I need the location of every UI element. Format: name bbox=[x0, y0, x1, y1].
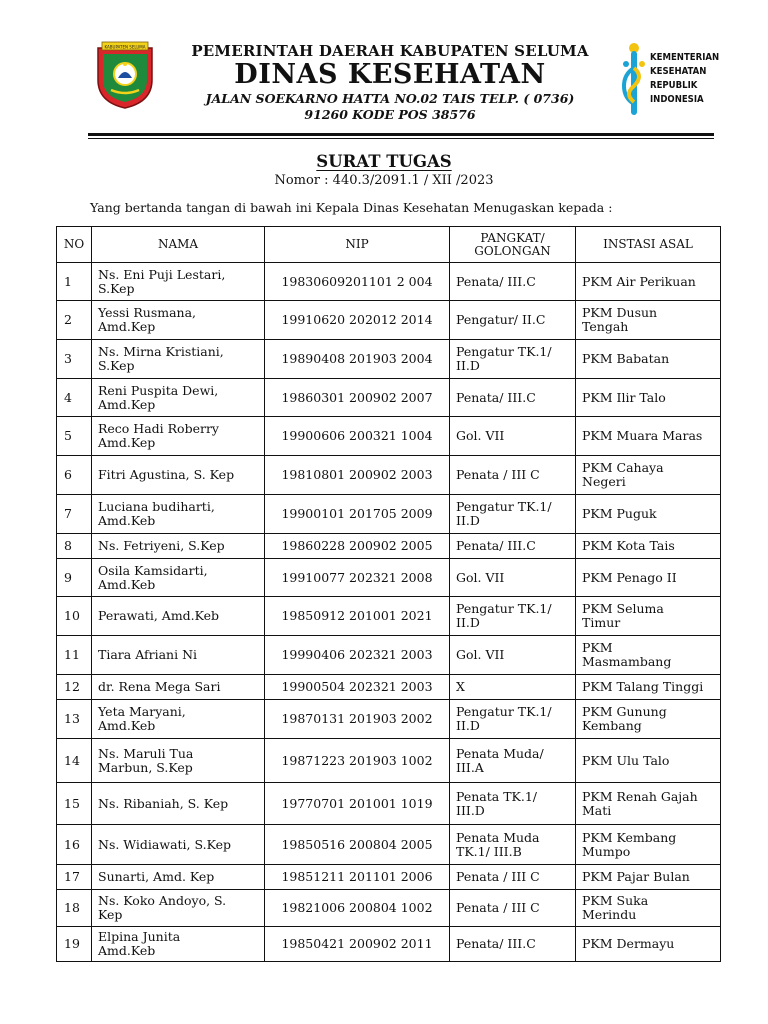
cell-rank bbox=[450, 825, 576, 865]
cell-rank-line: II.D bbox=[456, 358, 480, 373]
cell-no: 19 bbox=[57, 927, 92, 962]
cell-name-line: S.Kep bbox=[98, 358, 135, 373]
cell-name-line: Tiara Afriani Ni bbox=[98, 647, 198, 662]
cell-name bbox=[92, 700, 265, 739]
cell-no: 7 bbox=[57, 495, 92, 534]
cell-origin-line: PKM Gunung bbox=[582, 704, 667, 719]
cell-no: 14 bbox=[57, 739, 92, 783]
cell-name bbox=[92, 495, 265, 534]
table-row bbox=[57, 340, 721, 379]
cell-rank-line: III.D bbox=[456, 802, 485, 818]
table-row bbox=[57, 456, 721, 495]
cell-origin-line: PKM Talang Tinggi bbox=[582, 679, 704, 694]
cell-name-line: Ns. Mirna Kristiani, bbox=[98, 344, 224, 359]
cell-rank-line: Pengatur TK.1/ bbox=[456, 601, 552, 616]
table-row bbox=[57, 301, 721, 340]
cell-name bbox=[92, 379, 265, 417]
cell-rank bbox=[450, 456, 576, 495]
cell-name-line: Elpina Junita bbox=[98, 929, 181, 944]
cell-origin-line: PKM Pajar Bulan bbox=[582, 869, 690, 884]
cell-rank bbox=[450, 890, 576, 927]
address-line-2: 91260 KODE POS 38576 bbox=[304, 107, 476, 122]
cell-name bbox=[92, 675, 265, 700]
cell-rank-line: Pengatur TK.1/ bbox=[456, 344, 552, 359]
cell-origin-line: PKM Puguk bbox=[582, 506, 657, 521]
cell-no: 2 bbox=[57, 301, 92, 340]
cell-no: 18 bbox=[57, 890, 92, 927]
cell-rank-line: II.D bbox=[456, 513, 480, 528]
cell-name bbox=[92, 825, 265, 865]
cell-rank-line: Penata TK.1/ bbox=[456, 788, 538, 804]
cell-name-line: S.Kep bbox=[98, 280, 135, 296]
cell-origin bbox=[576, 263, 721, 301]
address-line-1: JALAN SOEKARNO HATTA NO.02 TAIS TELP. ( 0736) bbox=[205, 91, 575, 106]
cell-origin-line: PKM Seluma bbox=[582, 601, 664, 616]
cell-rank bbox=[450, 700, 576, 739]
cell-rank-line: Penata/ III.C bbox=[456, 389, 536, 405]
cell-origin-line: PKM Ilir Talo bbox=[582, 389, 666, 405]
cell-no: 4 bbox=[57, 379, 92, 417]
cell-origin bbox=[576, 825, 721, 865]
cell-name-line: Amd.Keb bbox=[98, 943, 156, 958]
header-no: NO bbox=[57, 227, 92, 263]
letterhead bbox=[0, 0, 768, 140]
cell-no: 5 bbox=[57, 417, 92, 456]
cell-rank bbox=[450, 379, 576, 417]
ministry-text-line-3: REPUBLIK bbox=[650, 80, 698, 91]
cell-rank bbox=[450, 417, 576, 456]
cell-origin-line: Masmambang bbox=[582, 654, 672, 669]
table-header-row bbox=[57, 227, 721, 263]
cell-rank-line: Gol. VII bbox=[456, 428, 505, 443]
cell-nip: 19821006 200804 1002 bbox=[265, 890, 450, 927]
cell-rank-line: Penata / III C bbox=[456, 467, 540, 482]
cell-rank bbox=[450, 636, 576, 675]
cell-nip: 19850516 200804 2005 bbox=[265, 825, 450, 865]
ministry-text-line-2: KESEHATAN bbox=[650, 66, 707, 77]
cell-rank bbox=[450, 865, 576, 890]
cell-name-line: Ns. Eni Puji Lestari, bbox=[98, 266, 226, 282]
cell-name bbox=[92, 263, 265, 301]
cell-nip: 19900606 200321 1004 bbox=[265, 417, 450, 456]
ministry-text-line-1: KEMENTERIAN bbox=[650, 52, 720, 63]
government-name: PEMERINTAH DAERAH KABUPATEN SELUMA bbox=[191, 42, 589, 60]
cell-origin-line: Tengah bbox=[582, 319, 629, 334]
cell-rank-line: Gol. VII bbox=[456, 569, 505, 585]
seluma-regency-emblem bbox=[94, 40, 156, 110]
cell-origin-line: PKM Kota Tais bbox=[582, 538, 675, 553]
cell-rank-line: Penata Muda bbox=[456, 829, 540, 845]
letterhead-rule-thin bbox=[88, 138, 714, 139]
cell-rank-line: TK.1/ III.B bbox=[456, 843, 522, 859]
cell-origin-line: PKM Ulu Talo bbox=[582, 752, 670, 768]
cell-name-line: Ns. Koko Andoyo, S. bbox=[98, 893, 227, 908]
cell-no: 3 bbox=[57, 340, 92, 379]
cell-origin bbox=[576, 700, 721, 739]
table-row bbox=[57, 865, 721, 890]
table-row bbox=[57, 263, 721, 301]
cell-origin bbox=[576, 636, 721, 675]
cell-rank-line: Penata Muda/ bbox=[456, 745, 544, 761]
cell-origin bbox=[576, 495, 721, 534]
cell-origin bbox=[576, 301, 721, 340]
cell-rank bbox=[450, 739, 576, 783]
cell-nip: 19871223 201903 1002 bbox=[265, 739, 450, 783]
cell-rank-line: Pengatur/ II.C bbox=[456, 312, 546, 327]
cell-no: 13 bbox=[57, 700, 92, 739]
header-rank-line-1: PANGKAT/ bbox=[480, 230, 545, 245]
cell-rank bbox=[450, 597, 576, 636]
cell-nip: 19910620 202012 2014 bbox=[265, 301, 450, 340]
cell-nip: 19850912 201001 2021 bbox=[265, 597, 450, 636]
cell-name-line: Ns. Maruli Tua bbox=[98, 745, 194, 761]
letterhead-text bbox=[160, 42, 620, 122]
cell-name bbox=[92, 865, 265, 890]
cell-origin-line: Timur bbox=[582, 615, 621, 630]
cell-name-line: Amd.Keb bbox=[98, 576, 156, 592]
cell-name bbox=[92, 417, 265, 456]
cell-origin bbox=[576, 865, 721, 890]
cell-nip: 19870131 201903 2002 bbox=[265, 700, 450, 739]
cell-name bbox=[92, 340, 265, 379]
cell-name-line: Amd.Kep bbox=[98, 396, 156, 412]
cell-nip: 19900504 202321 2003 bbox=[265, 675, 450, 700]
table-body bbox=[57, 263, 721, 962]
cell-nip: 19860301 200902 2007 bbox=[265, 379, 450, 417]
cell-name bbox=[92, 783, 265, 825]
cell-origin-line: Merindu bbox=[582, 907, 637, 922]
cell-no: 8 bbox=[57, 534, 92, 559]
assignment-table bbox=[56, 226, 721, 962]
department-name: DINAS KESEHATAN bbox=[234, 59, 546, 90]
cell-rank-line: X bbox=[456, 679, 465, 694]
cell-origin bbox=[576, 597, 721, 636]
cell-origin bbox=[576, 456, 721, 495]
cell-name-line: Amd.Kep bbox=[98, 319, 156, 334]
cell-origin-line: Mati bbox=[582, 802, 612, 818]
cell-rank-line: Penata/ III.C bbox=[456, 273, 536, 289]
cell-name-line: Sunarti, Amd. Kep bbox=[98, 869, 215, 884]
cell-name-line: Ns. Fetriyeni, S.Kep bbox=[98, 538, 225, 553]
cell-origin-line: Kembang bbox=[582, 718, 642, 733]
table-row bbox=[57, 927, 721, 962]
cell-name bbox=[92, 890, 265, 927]
table-row bbox=[57, 534, 721, 559]
cell-rank-line: II.D bbox=[456, 615, 480, 630]
table-row bbox=[57, 890, 721, 927]
cell-origin-line: PKM Muara Maras bbox=[582, 428, 703, 443]
header-nip: NIP bbox=[265, 227, 450, 263]
cell-nip: 19990406 202321 2003 bbox=[265, 636, 450, 675]
cell-origin-line: PKM bbox=[582, 640, 613, 655]
header-name: NAMA bbox=[92, 227, 265, 263]
cell-no: 1 bbox=[57, 263, 92, 301]
cell-origin-line: PKM Air Perikuan bbox=[582, 273, 696, 289]
cell-rank-line: III.A bbox=[456, 759, 484, 775]
cell-origin-line: PKM Cahaya bbox=[582, 460, 664, 475]
cell-name-line: Fitri Agustina, S. Kep bbox=[98, 467, 235, 482]
cell-name-line: Kep bbox=[98, 907, 123, 922]
cell-name bbox=[92, 534, 265, 559]
cell-rank-line: Penata / III C bbox=[456, 869, 540, 884]
cell-rank bbox=[450, 340, 576, 379]
table-row bbox=[57, 597, 721, 636]
cell-name bbox=[92, 559, 265, 597]
table-row bbox=[57, 783, 721, 825]
cell-nip: 19890408 201903 2004 bbox=[265, 340, 450, 379]
cell-origin-line: PKM Suka bbox=[582, 893, 649, 908]
cell-rank bbox=[450, 783, 576, 825]
table-row bbox=[57, 379, 721, 417]
cell-rank-line: Pengatur TK.1/ bbox=[456, 704, 552, 719]
cell-no: 16 bbox=[57, 825, 92, 865]
intro-sentence: Yang bertanda tangan di bawah ini Kepala Dinas Kesehatan Menugaskan kepada : bbox=[90, 200, 613, 215]
cell-name-line: dr. Rena Mega Sari bbox=[98, 679, 221, 694]
header-origin: INSTASI ASAL bbox=[576, 227, 721, 263]
cell-name-line: Amd.Keb bbox=[98, 513, 156, 528]
ministry-of-health-logo bbox=[618, 40, 720, 124]
cell-origin-line: Mumpo bbox=[582, 843, 631, 859]
cell-origin bbox=[576, 379, 721, 417]
cell-origin-line: PKM Dermayu bbox=[582, 936, 675, 951]
document-title: SURAT TUGAS bbox=[316, 152, 452, 171]
cell-nip: 19850421 200902 2011 bbox=[265, 927, 450, 962]
cell-nip: 19900101 201705 2009 bbox=[265, 495, 450, 534]
table-row bbox=[57, 739, 721, 783]
cell-name bbox=[92, 301, 265, 340]
cell-origin bbox=[576, 783, 721, 825]
cell-nip: 19860228 200902 2005 bbox=[265, 534, 450, 559]
cell-name-line: Yeta Maryani, bbox=[98, 704, 186, 719]
cell-origin bbox=[576, 534, 721, 559]
cell-origin-line: Negeri bbox=[582, 474, 626, 489]
cell-rank-line: Gol. VII bbox=[456, 647, 505, 662]
table-row bbox=[57, 559, 721, 597]
cell-origin bbox=[576, 340, 721, 379]
cell-no: 12 bbox=[57, 675, 92, 700]
cell-rank bbox=[450, 534, 576, 559]
cell-name bbox=[92, 456, 265, 495]
cell-origin-line: PKM Renah Gajah bbox=[582, 788, 698, 804]
cell-rank-line: Penata / III C bbox=[456, 900, 540, 915]
cell-name bbox=[92, 597, 265, 636]
table-row bbox=[57, 700, 721, 739]
cell-name-line: Amd.Kep bbox=[98, 435, 156, 450]
table-row bbox=[57, 675, 721, 700]
cell-origin-line: PKM Penago II bbox=[582, 569, 677, 585]
cell-name-line: Yessi Rusmana, bbox=[98, 305, 197, 320]
ministry-text-line-4: INDONESIA bbox=[650, 94, 704, 105]
cell-origin bbox=[576, 739, 721, 783]
cell-origin bbox=[576, 417, 721, 456]
cell-origin-line: PKM Babatan bbox=[582, 351, 670, 366]
cell-rank-line: Penata/ III.C bbox=[456, 936, 536, 951]
cell-no: 15 bbox=[57, 783, 92, 825]
cell-origin-line: PKM Kembang bbox=[582, 829, 677, 845]
cell-name bbox=[92, 636, 265, 675]
cell-origin-line: PKM Dusun bbox=[582, 305, 658, 320]
cell-name-line: Luciana budiharti, bbox=[98, 499, 215, 514]
header-rank bbox=[450, 227, 576, 263]
cell-origin bbox=[576, 890, 721, 927]
cell-rank-line: II.D bbox=[456, 718, 480, 733]
emblem-caption: KABUPATEN SELUMA bbox=[104, 44, 146, 50]
cell-nip: 19770701 201001 1019 bbox=[265, 783, 450, 825]
cell-rank bbox=[450, 495, 576, 534]
cell-name-line: Perawati, Amd.Keb bbox=[98, 608, 220, 623]
cell-nip: 19910077 202321 2008 bbox=[265, 559, 450, 597]
table-row bbox=[57, 417, 721, 456]
cell-no: 11 bbox=[57, 636, 92, 675]
cell-name-line: Reco Hadi Roberry bbox=[98, 421, 219, 436]
cell-rank bbox=[450, 301, 576, 340]
cell-name-line: Reni Puspita Dewi, bbox=[98, 382, 219, 398]
cell-rank-line: Pengatur TK.1/ bbox=[456, 499, 552, 514]
letterhead-rule-thick bbox=[88, 133, 714, 136]
cell-origin bbox=[576, 675, 721, 700]
cell-origin bbox=[576, 559, 721, 597]
cell-nip: 19851211 201101 2006 bbox=[265, 865, 450, 890]
header-rank-line-2: GOLONGAN bbox=[474, 243, 551, 258]
cell-no: 6 bbox=[57, 456, 92, 495]
cell-name-line: Ns. Ribaniah, S. Kep bbox=[98, 795, 229, 811]
cell-rank bbox=[450, 927, 576, 962]
cell-name bbox=[92, 739, 265, 783]
document-number: Nomor : 440.3/2091.1 / XII /2023 bbox=[274, 173, 494, 188]
cell-rank bbox=[450, 559, 576, 597]
cell-no: 17 bbox=[57, 865, 92, 890]
cell-name-line: Osila Kamsidarti, bbox=[98, 562, 208, 578]
cell-name-line: Ns. Widiawati, S.Kep bbox=[98, 836, 231, 852]
cell-no: 10 bbox=[57, 597, 92, 636]
cell-rank bbox=[450, 263, 576, 301]
cell-no: 9 bbox=[57, 559, 92, 597]
cell-rank-line: Penata/ III.C bbox=[456, 538, 536, 553]
cell-name-line: Marbun, S.Kep bbox=[98, 759, 193, 775]
cell-nip: 19830609201101 2 004 bbox=[265, 263, 450, 301]
cell-name bbox=[92, 927, 265, 962]
table-row bbox=[57, 825, 721, 865]
table-row bbox=[57, 495, 721, 534]
cell-nip: 19810801 200902 2003 bbox=[265, 456, 450, 495]
cell-origin bbox=[576, 927, 721, 962]
cell-name-line: Amd.Keb bbox=[98, 718, 156, 733]
table-row bbox=[57, 636, 721, 675]
cell-rank bbox=[450, 675, 576, 700]
document-title-block bbox=[0, 152, 768, 188]
